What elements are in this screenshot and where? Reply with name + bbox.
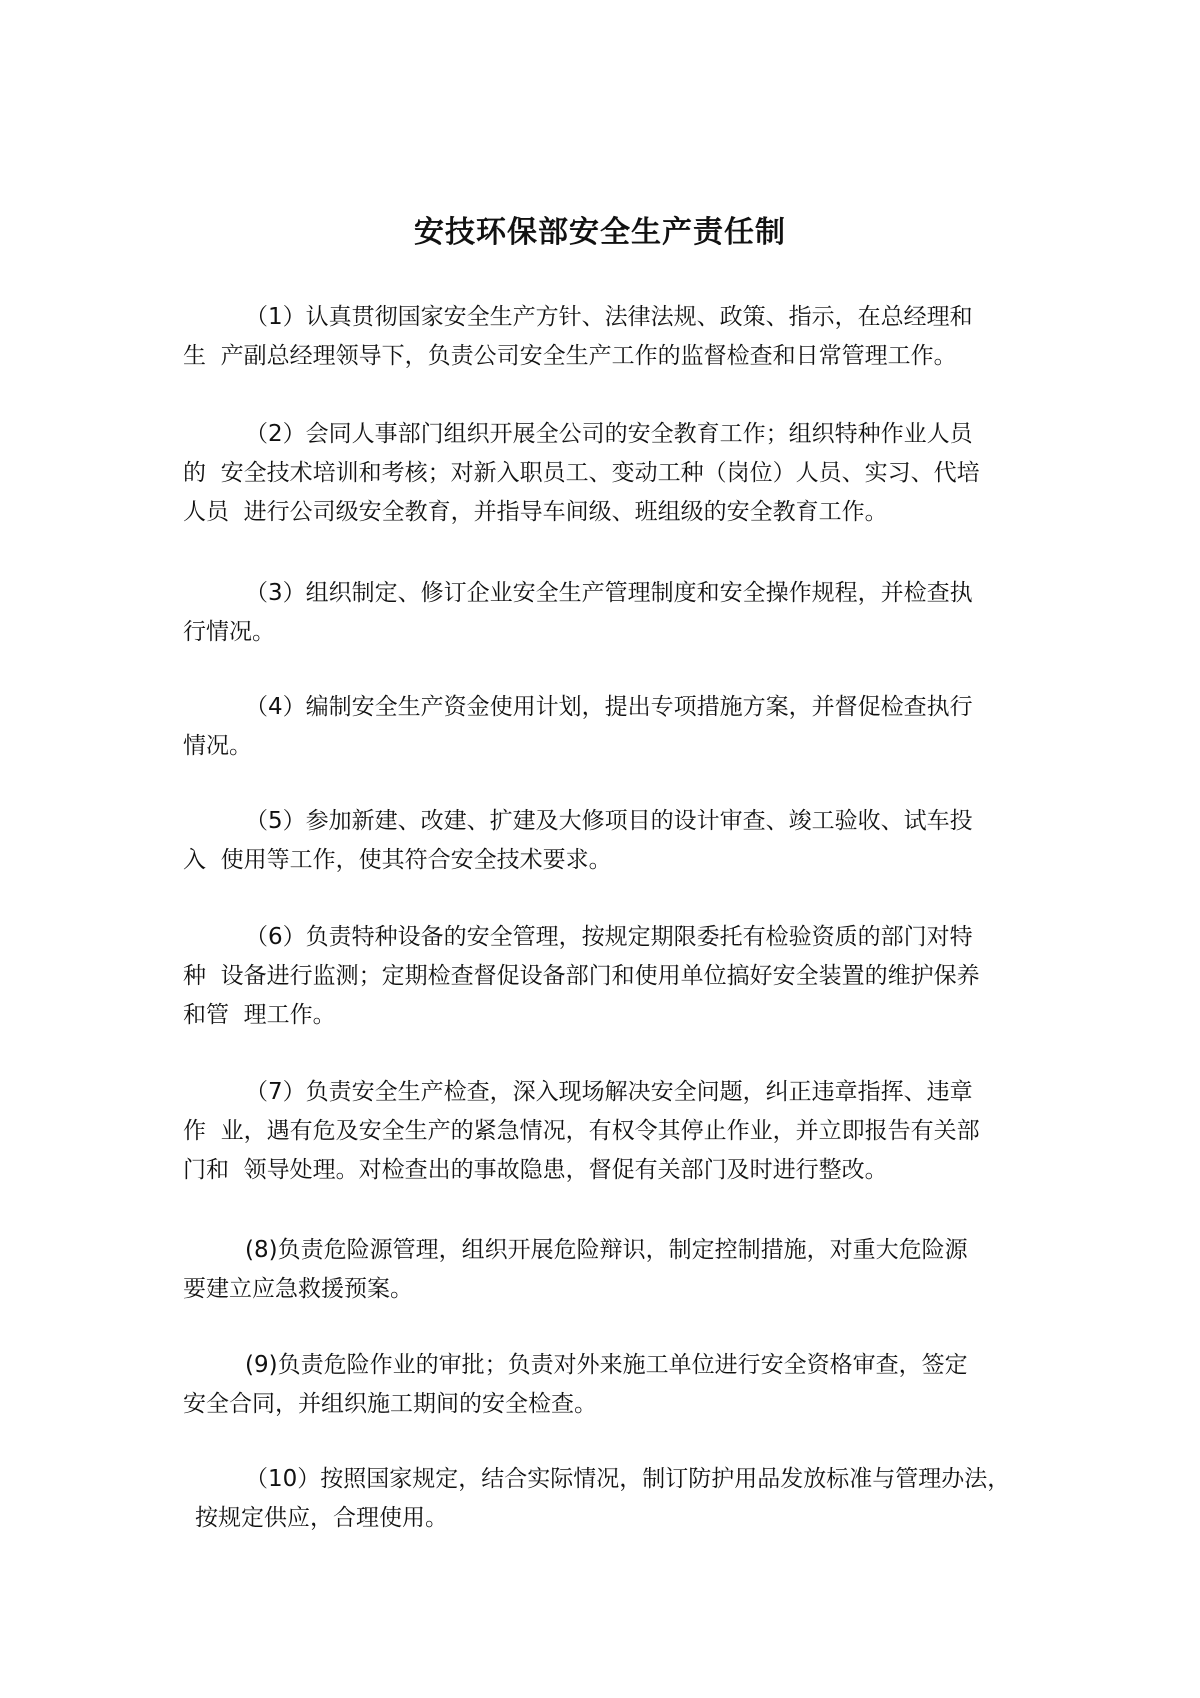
responsibility-item-3 bbox=[183, 574, 1025, 652]
paragraph-line: 的 安全技术培训和考核；对新入职员工、变动工种（岗位）人员、实习、代培 bbox=[183, 460, 980, 486]
paragraph-line: 人员 进行公司级安全教育，并指导车间级、班组级的安全教育工作。 bbox=[183, 499, 888, 525]
paragraph-line: 安全合同，并组织施工期间的安全检查。 bbox=[183, 1391, 597, 1417]
paragraph-line: （10）按照国家规定，结合实际情况，制订防护用品发放标准与管理办法， bbox=[245, 1466, 1011, 1492]
responsibility-item-1 bbox=[183, 298, 1025, 376]
paragraph-line: 作 业，遇有危及安全生产的紧急情况，有权令其停止作业，并立即报告有关部 bbox=[183, 1118, 980, 1144]
paragraph-line: 和管 理工作。 bbox=[183, 1002, 336, 1028]
paragraph-line: （7）负责安全生产检查，深入现场解决安全问题，纠正违章指挥、违章 bbox=[245, 1079, 973, 1105]
paragraph-line: 行情况。 bbox=[183, 619, 275, 645]
paragraph-line: （2）会同人事部门组织开展全公司的安全教育工作；组织特种作业人员 bbox=[245, 421, 973, 447]
paragraph-line: （6）负责特种设备的安全管理，按规定期限委托有检验资质的部门对特 bbox=[245, 924, 973, 950]
paragraph-line: 生 产副总经理领导下，负责公司安全生产工作的监督检查和日常管理工作。 bbox=[183, 343, 957, 369]
paragraph-line: （3）组织制定、修订企业安全生产管理制度和安全操作规程，并检查执 bbox=[245, 580, 973, 606]
responsibility-item-9 bbox=[183, 1346, 1025, 1424]
paragraph-line: 种 设备进行监测；定期检查督促设备部门和使用单位搞好安全装置的维护保养 bbox=[183, 963, 980, 989]
paragraph-line: (9)负责危险作业的审批；负责对外来施工单位进行安全资格审查，签定 bbox=[245, 1352, 968, 1378]
responsibility-item-4 bbox=[183, 688, 1025, 766]
paragraph-line: 情况。 bbox=[183, 733, 252, 759]
responsibility-item-7 bbox=[183, 1073, 1025, 1190]
paragraph-line: 入 使用等工作，使其符合安全技术要求。 bbox=[183, 847, 612, 873]
paragraph-line: 门和 领导处理。对检查出的事故隐患，督促有关部门及时进行整改。 bbox=[183, 1157, 888, 1183]
document-title: 安技环保部安全生产责任制 bbox=[414, 215, 786, 250]
responsibility-item-8 bbox=[183, 1231, 1025, 1309]
paragraph-line: （4）编制安全生产资金使用计划，提出专项措施方案，并督促检查执行 bbox=[245, 694, 973, 720]
paragraph-line: (8)负责危险源管理，组织开展危险辩识，制定控制措施，对重大危险源 bbox=[245, 1237, 968, 1263]
responsibility-item-10 bbox=[183, 1460, 1025, 1538]
paragraph-line: （5）参加新建、改建、扩建及大修项目的设计审查、竣工验收、试车投 bbox=[245, 808, 973, 834]
paragraph-line: 按规定供应，合理使用。 bbox=[195, 1505, 448, 1531]
responsibility-item-5 bbox=[183, 802, 1025, 880]
responsibility-item-6 bbox=[183, 918, 1025, 1035]
paragraph-line: （1）认真贯彻国家安全生产方针、法律法规、政策、指示，在总经理和 bbox=[245, 304, 973, 330]
responsibility-item-2 bbox=[183, 415, 1025, 532]
paragraph-line: 要建立应急救援预案。 bbox=[183, 1276, 413, 1302]
